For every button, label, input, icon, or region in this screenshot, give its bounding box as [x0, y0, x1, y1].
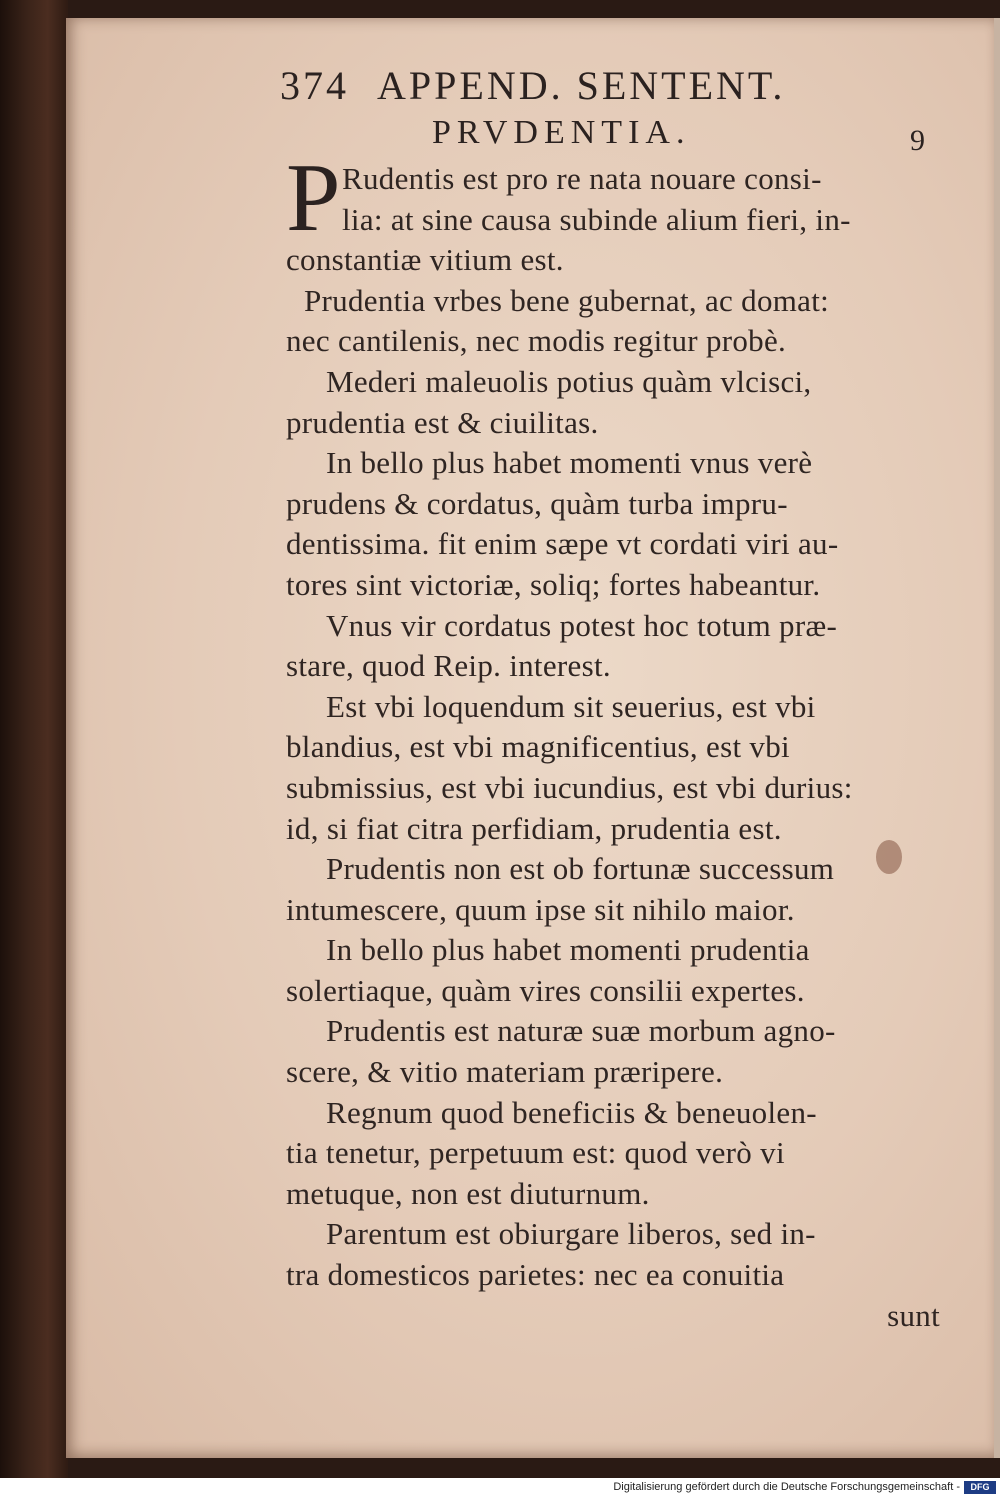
- text-line: In bello plus habet momenti prudentia: [326, 932, 810, 968]
- page-number: 374: [280, 63, 349, 108]
- text-line: tia tenetur, perpetuum est: quod verò vi: [286, 1135, 785, 1171]
- funding-notice: Digitalisierung gefördert durch die Deutsche Forschungsgemeinschaft -: [613, 1481, 960, 1493]
- text-line: In bello plus habet momenti vnus verè: [326, 445, 813, 481]
- text-line: Parentum est obiurgare liberos, sed in-: [326, 1216, 816, 1252]
- page-edge: [994, 18, 1000, 1458]
- text-line: stare, quod Reip. interest.: [286, 648, 611, 684]
- text-line: prudentia est & ciuilitas.: [286, 404, 599, 440]
- text-line: constantiæ vitium est.: [286, 242, 564, 278]
- book-binding: [0, 0, 68, 1478]
- text-line: dentissima. fit enim sæpe vt cordati viri au-: [286, 526, 839, 562]
- text-line: Mederi maleuolis potius quàm vlcisci,: [326, 363, 812, 399]
- text-line: prudens & cordatus, quàm turba impru-: [286, 485, 788, 521]
- text-line: metuque, non est diuturnum.: [286, 1175, 650, 1211]
- text-line: lia: at sine causa subinde alium fieri, in-: [342, 201, 851, 237]
- running-header: [280, 62, 880, 109]
- section-title: PRVDENTIA.: [432, 114, 691, 151]
- ink-stain: [876, 840, 902, 874]
- footer-bar: [0, 1478, 1000, 1498]
- text-line: Rudentis est pro re nata nouare consi-: [342, 161, 822, 196]
- text-line: submissius, est vbi iucundius, est vbi durius:: [286, 769, 853, 805]
- text-line: Prudentia vrbes bene gubernat, ac domat:: [304, 282, 830, 318]
- text-line: tores sint victoriæ, soliq; fortes habeantur.: [286, 566, 821, 602]
- text-line: Prudentis non est ob fortunæ successum: [326, 851, 835, 887]
- text-line: solertiaque, quàm vires consilii expertes.: [286, 972, 805, 1008]
- text-line: tra domesticos parietes: nec ea conuitia: [286, 1257, 785, 1293]
- running-title: APPEND. SENTENT.: [377, 63, 786, 108]
- dfg-logo-icon: DFG: [964, 1481, 996, 1494]
- text-line: nec cantilenis, nec modis regitur probè.: [286, 323, 787, 359]
- section-number: 9: [910, 124, 925, 157]
- text-body: [286, 144, 946, 1336]
- text-line: scere, & vitio materiam præripere.: [286, 1054, 724, 1090]
- text-line: Est vbi loquendum sit seuerius, est vbi: [326, 688, 816, 724]
- text-line: intumescere, quum ipse sit nihilo maior.: [286, 891, 795, 927]
- text-line: blandius, est vbi magnificentius, est vbi: [286, 729, 790, 765]
- text-line: Vnus vir cordatus potest hoc totum præ-: [326, 607, 838, 643]
- text-line: Prudentis est naturæ suæ morbum agno-: [326, 1013, 836, 1049]
- text-line: Regnum quod beneficiis & beneuolen-: [326, 1094, 817, 1130]
- text-line: id, si fiat citra perfidiam, prudentia est.: [286, 810, 782, 846]
- catchword: sunt: [887, 1297, 940, 1333]
- drop-cap: P: [286, 144, 341, 252]
